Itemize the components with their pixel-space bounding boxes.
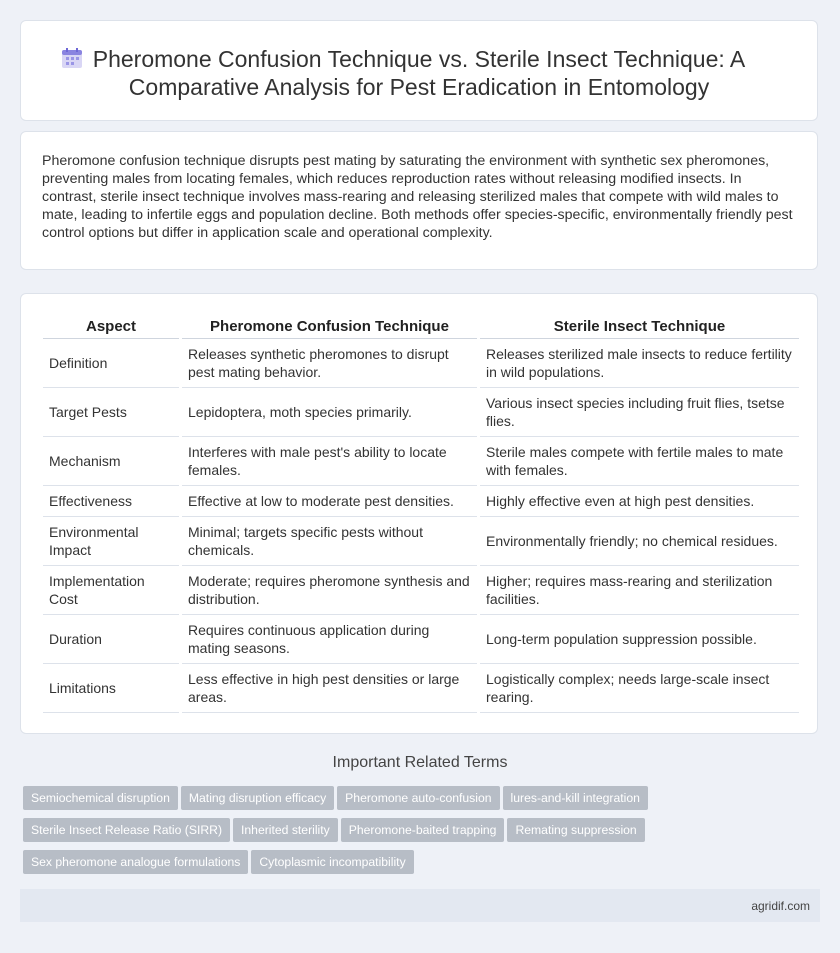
table-cell: Implementation Cost [43, 566, 181, 615]
table-cell: Moderate; requires pheromone synthesis and distribution. [181, 566, 479, 615]
table-cell: Requires continuous application during mating seasons. [181, 615, 479, 664]
table-row [43, 664, 799, 713]
summary-card [20, 131, 818, 270]
footer-site-link[interactable]: agridif.com [751, 899, 810, 913]
table-cell: Effectiveness [43, 486, 181, 517]
table-row [43, 339, 799, 388]
table-cell: Effective at low to moderate pest densities. [181, 486, 479, 517]
table-row [43, 517, 799, 566]
table-cell: Lepidoptera, moth species primarily. [181, 388, 479, 437]
related-term-tag[interactable]: Mating disruption efficacy [181, 786, 334, 810]
header-pheromone: Pheromone Confusion Technique [181, 314, 479, 339]
table-cell: Various insect species including fruit flies, tsetse flies. [479, 388, 800, 437]
table-cell: Target Pests [43, 388, 181, 437]
table-row [43, 566, 799, 615]
table-cell: Less effective in high pest densities or large areas. [181, 664, 479, 713]
related-term-tag[interactable]: Sterile Insect Release Ratio (SIRR) [23, 818, 230, 842]
summary-text: Pheromone confusion technique disrupts pest mating by saturating the environment with synthetic sex pheromones, preventing males from locating females, which reduces reproduction rates without releasing modified insects. In contrast, sterile insect technique involves mass-rearing and releasing sterilized males that compete with wild males to mate, leading to infertile eggs and population decline. Both methods offer species-specific, environmentally friendly pest control options but differ in application scale and operational complexity. [42, 153, 793, 241]
related-terms-list [23, 786, 823, 882]
table-cell: Limitations [43, 664, 181, 713]
table-cell: Duration [43, 615, 181, 664]
table-cell: Environmentally friendly; no chemical residues. [479, 517, 800, 566]
table-row [43, 437, 799, 486]
table-cell: Higher; requires mass-rearing and sterilization facilities. [479, 566, 800, 615]
table-cell: Environmental Impact [43, 517, 181, 566]
table-cell: Sterile males compete with fertile males to mate with females. [479, 437, 800, 486]
table-row [43, 388, 799, 437]
header-sterile: Sterile Insect Technique [479, 314, 800, 339]
table-cell: Definition [43, 339, 181, 388]
related-term-tag[interactable]: lures-and-kill integration [503, 786, 648, 810]
related-term-tag[interactable]: Inherited sterility [233, 818, 338, 842]
table-cell: Highly effective even at high pest densities. [479, 486, 800, 517]
comparison-table [43, 314, 799, 713]
title-card [20, 20, 818, 121]
table-cell: Releases synthetic pheromones to disrupt pest mating behavior. [181, 339, 479, 388]
table-cell: Interferes with male pest's ability to locate females. [181, 437, 479, 486]
related-terms-heading: Important Related Terms [332, 754, 508, 771]
table-row [43, 486, 799, 517]
comparison-table-card [20, 293, 818, 734]
table-cell: Minimal; targets specific pests without chemicals. [181, 517, 479, 566]
table-cell: Mechanism [43, 437, 181, 486]
related-term-tag[interactable]: Pheromone-baited trapping [341, 818, 505, 842]
table-header-row [43, 314, 799, 339]
related-term-tag[interactable]: Semiochemical disruption [23, 786, 178, 810]
page-title: Pheromone Confusion Technique vs. Sterile Insect Technique: A Comparative Analysis for Pest Eradication in Entomology [92, 46, 746, 100]
related-term-tag[interactable]: Cytoplasmic incompatibility [251, 850, 413, 874]
related-term-tag[interactable]: Pheromone auto-confusion [337, 786, 499, 810]
footer [20, 889, 820, 922]
related-term-tag[interactable]: Sex pheromone analogue formulations [23, 850, 248, 874]
table-cell: Long-term population suppression possible. [479, 615, 800, 664]
table-cell: Releases sterilized male insects to reduce fertility in wild populations. [479, 339, 800, 388]
related-term-tag[interactable]: Remating suppression [507, 818, 644, 842]
table-row [43, 615, 799, 664]
table-cell: Logistically complex; needs large-scale insect rearing. [479, 664, 800, 713]
header-aspect: Aspect [43, 314, 181, 339]
